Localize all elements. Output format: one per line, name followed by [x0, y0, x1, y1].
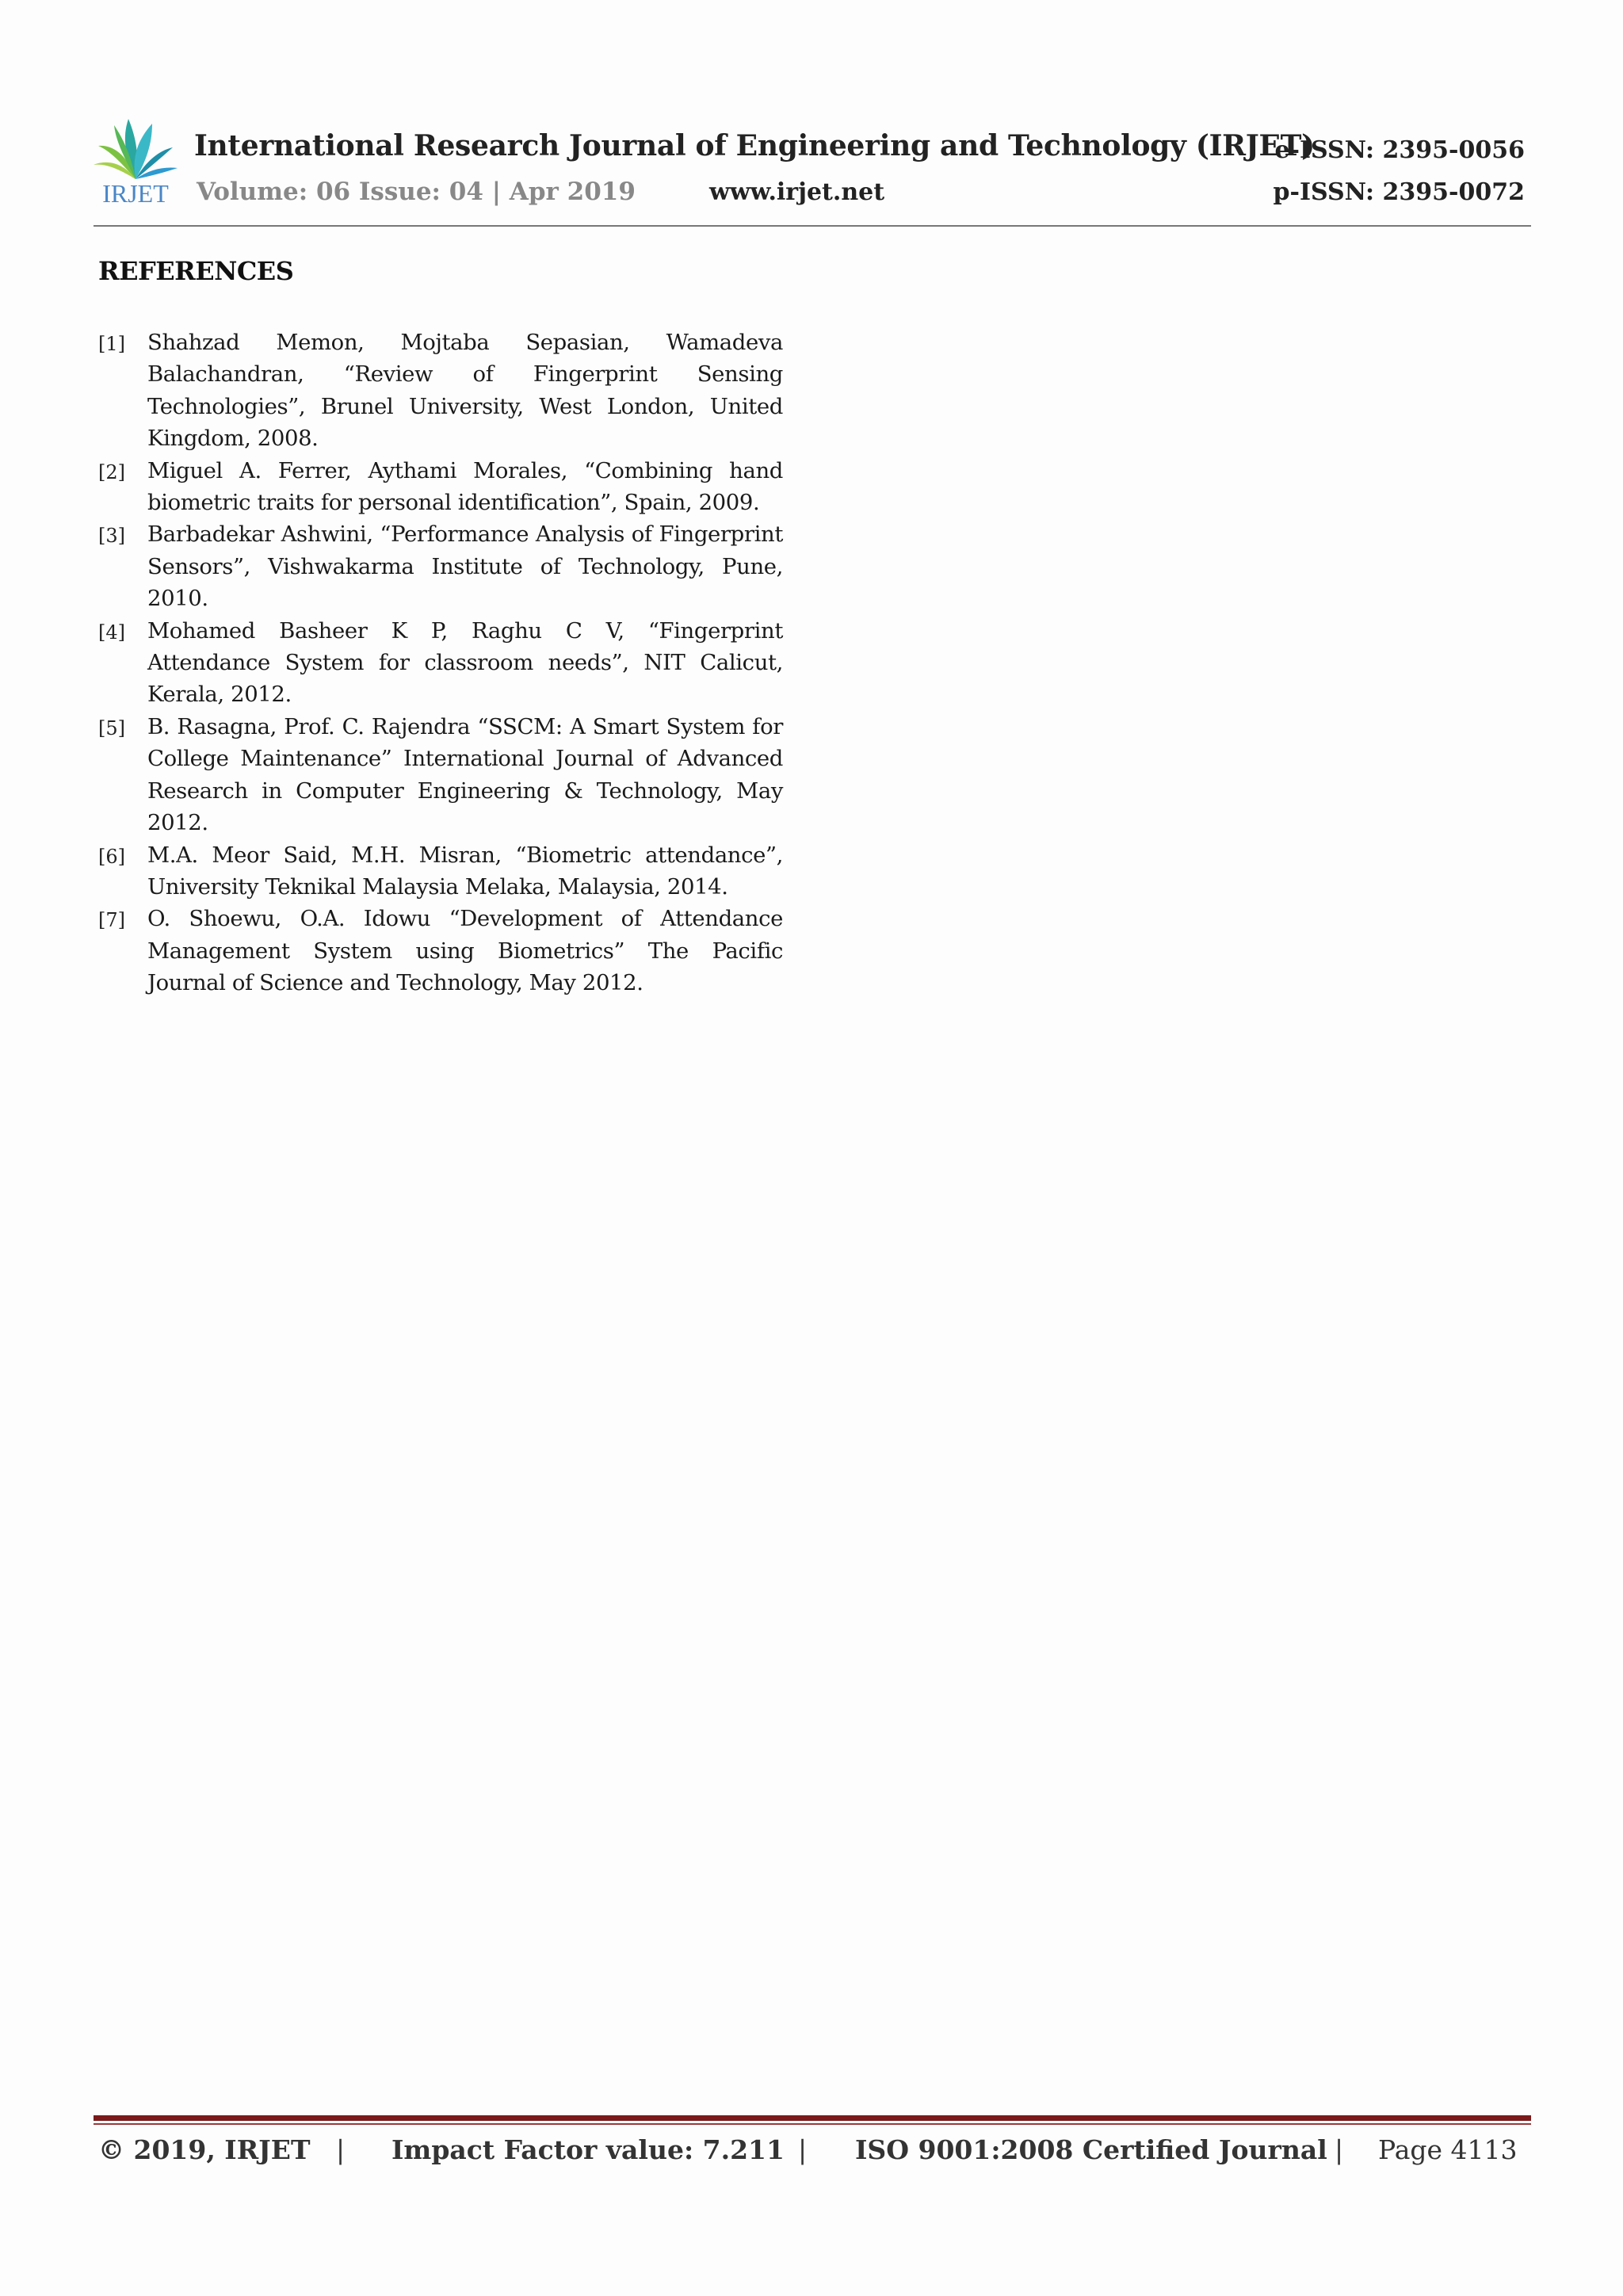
- reference-item: [98, 711, 783, 839]
- footer-iso-certification: ISO 9001:2008 Certified Journal: [855, 2134, 1327, 2165]
- reference-text: Shahzad Memon, Mojtaba Sepasian, Wamadeva Balachandran, “Review of Fingerprint Sensing Technologies”, Brunel University, West London, United Kingdom, 2008.: [147, 330, 783, 452]
- reference-number: [7]: [98, 909, 125, 932]
- reference-item: [98, 839, 783, 904]
- reference-text: Barbadekar Ashwini, “Performance Analysis of Fingerprint Sensors”, Vishwakarma Institute of Technology, Pune, 2010.: [147, 521, 783, 612]
- journal-website-link[interactable]: www.irjet.net: [709, 178, 885, 206]
- reference-item: [98, 518, 783, 614]
- volume-info: Volume: 06 Issue: 04 | Apr 2019: [197, 178, 636, 206]
- journal-title: International Research Journal of Engineering and Technology (IRJET): [194, 129, 1315, 162]
- reference-text: Miguel A. Ferrer, Aythami Morales, “Combining hand biometric traits for personal identification”, Spain, 2009.: [147, 457, 783, 516]
- footer-divider-thick: [94, 2115, 1531, 2121]
- reference-text: O. Shoewu, O.A. Idowu “Development of Attendance Management System using Biometrics” The Pacific Journal of Science and Technology, May 2012.: [147, 906, 783, 996]
- footer-page-number: Page 4113: [1378, 2134, 1518, 2165]
- footer-impact-factor: Impact Factor value: 7.211: [391, 2134, 785, 2165]
- reference-number: [2]: [98, 460, 125, 483]
- footer-copyright: © 2019, IRJET: [98, 2134, 311, 2165]
- p-issn: p-ISSN: 2395-0072: [1273, 178, 1525, 206]
- footer-separator: |: [1335, 2134, 1344, 2165]
- reference-item: [98, 615, 783, 711]
- irjet-logo: [94, 116, 178, 209]
- reference-item: [98, 903, 783, 999]
- header-divider: [94, 225, 1531, 227]
- footer-separator: |: [336, 2134, 346, 2165]
- reference-item: [98, 327, 783, 455]
- reference-text: B. Rasagna, Prof. C. Rajendra “SSCM: A Smart System for College Maintenance” International Journal of Advanced Research in Computer Engineering & Technology, May 2012.: [147, 713, 783, 836]
- page-footer: [98, 2130, 1517, 2170]
- logo-leaf-icon: [94, 116, 178, 181]
- reference-number: [4]: [98, 621, 125, 644]
- references-heading: REFERENCES: [98, 256, 294, 286]
- reference-list: [98, 327, 783, 999]
- reference-text: Mohamed Basheer K P, Raghu C V, “Fingerprint Attendance System for classroom needs”, NIT Calicut, Kerala, 2012.: [147, 617, 783, 708]
- e-issn: e-ISSN: 2395-0056: [1274, 136, 1525, 164]
- reference-number: [6]: [98, 845, 125, 868]
- reference-number: [1]: [98, 333, 125, 355]
- reference-text: M.A. Meor Said, M.H. Misran, “Biometric attendance”, University Teknikal Malaysia Melaka, Malaysia, 2014.: [147, 842, 783, 900]
- reference-number: [3]: [98, 525, 125, 548]
- reference-item: [98, 455, 783, 519]
- reference-number: [5]: [98, 716, 125, 739]
- footer-divider-thin: [94, 2123, 1531, 2125]
- logo-text: IRJET: [102, 179, 169, 208]
- footer-separator: |: [798, 2134, 808, 2165]
